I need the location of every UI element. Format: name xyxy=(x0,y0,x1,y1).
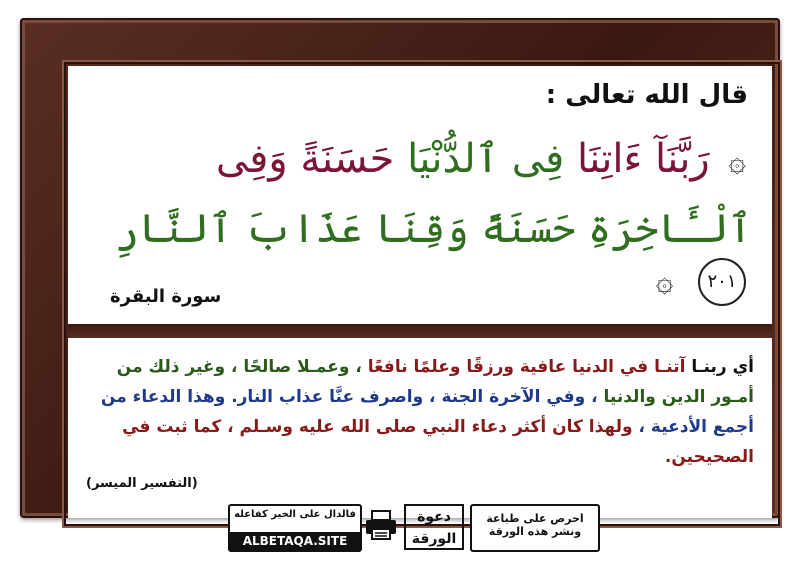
verse-segment: وَقِنَا عَذَابَ ٱلنَّارِ xyxy=(115,206,469,252)
ornament-close-icon: ۞ xyxy=(655,264,674,299)
tafsir-segment: ولهذا كان أكثر دعاء النبي صلى الله عليه وسـلم ، كما ثبت في الصحيحين. xyxy=(122,417,754,467)
footer-print-line-1: احرص على طباعة xyxy=(486,512,584,525)
brand-logo: دعوة الورقة xyxy=(404,504,464,550)
surah-name: سورة البقرة xyxy=(110,286,222,307)
footer-site-box xyxy=(228,504,362,552)
tafsir-text xyxy=(86,352,754,472)
footer xyxy=(0,500,800,566)
content-panel xyxy=(68,66,772,518)
printer-icon xyxy=(364,508,398,542)
footer-tagline: فالدال على الخير كفاعله xyxy=(234,509,356,520)
verse-line-1 xyxy=(112,134,752,187)
source-citation: (التفسير الميسر) xyxy=(86,476,198,491)
tafsir-segment: أي ربنـا xyxy=(691,357,754,377)
divider-bar xyxy=(68,324,772,338)
footer-print-line-2: ونشر هذه الورقة xyxy=(488,525,582,538)
intro-text: قال الله تعالى : xyxy=(545,80,748,110)
footer-site-link[interactable]: ALBETAQA.SITE xyxy=(230,532,360,550)
wooden-frame xyxy=(20,18,780,518)
footer-print-box xyxy=(470,504,600,552)
ornament-open-icon: ۞ xyxy=(728,144,746,179)
ayah-number-badge: ٢٠١ xyxy=(698,258,746,306)
tafsir-segment: آتنـا في الدنيا عافية ورزقًا وعلمًا نافعًا xyxy=(367,357,686,377)
verse-segment: رَبَّنَآ ءَاتِنَا xyxy=(576,136,710,182)
verse-segment: ٱلْـَٔاخِرَةِ حَسَنَةً xyxy=(481,206,752,252)
verse-segment: حَسَنَةً وَفِى xyxy=(215,136,395,182)
verse-segment: فِى ٱلدُّنْيَا xyxy=(407,136,565,182)
tafsir-segment: ، وعمـلا صالحًا ، وغير ذلك من أمـور الدين والدنيا xyxy=(116,357,754,407)
tafsir-segment: ، وفي الآخرة الجنة ، واصرف عنَّا عذاب النار. وهذا الدعاء من أجمع الأدعية ، xyxy=(100,387,754,437)
